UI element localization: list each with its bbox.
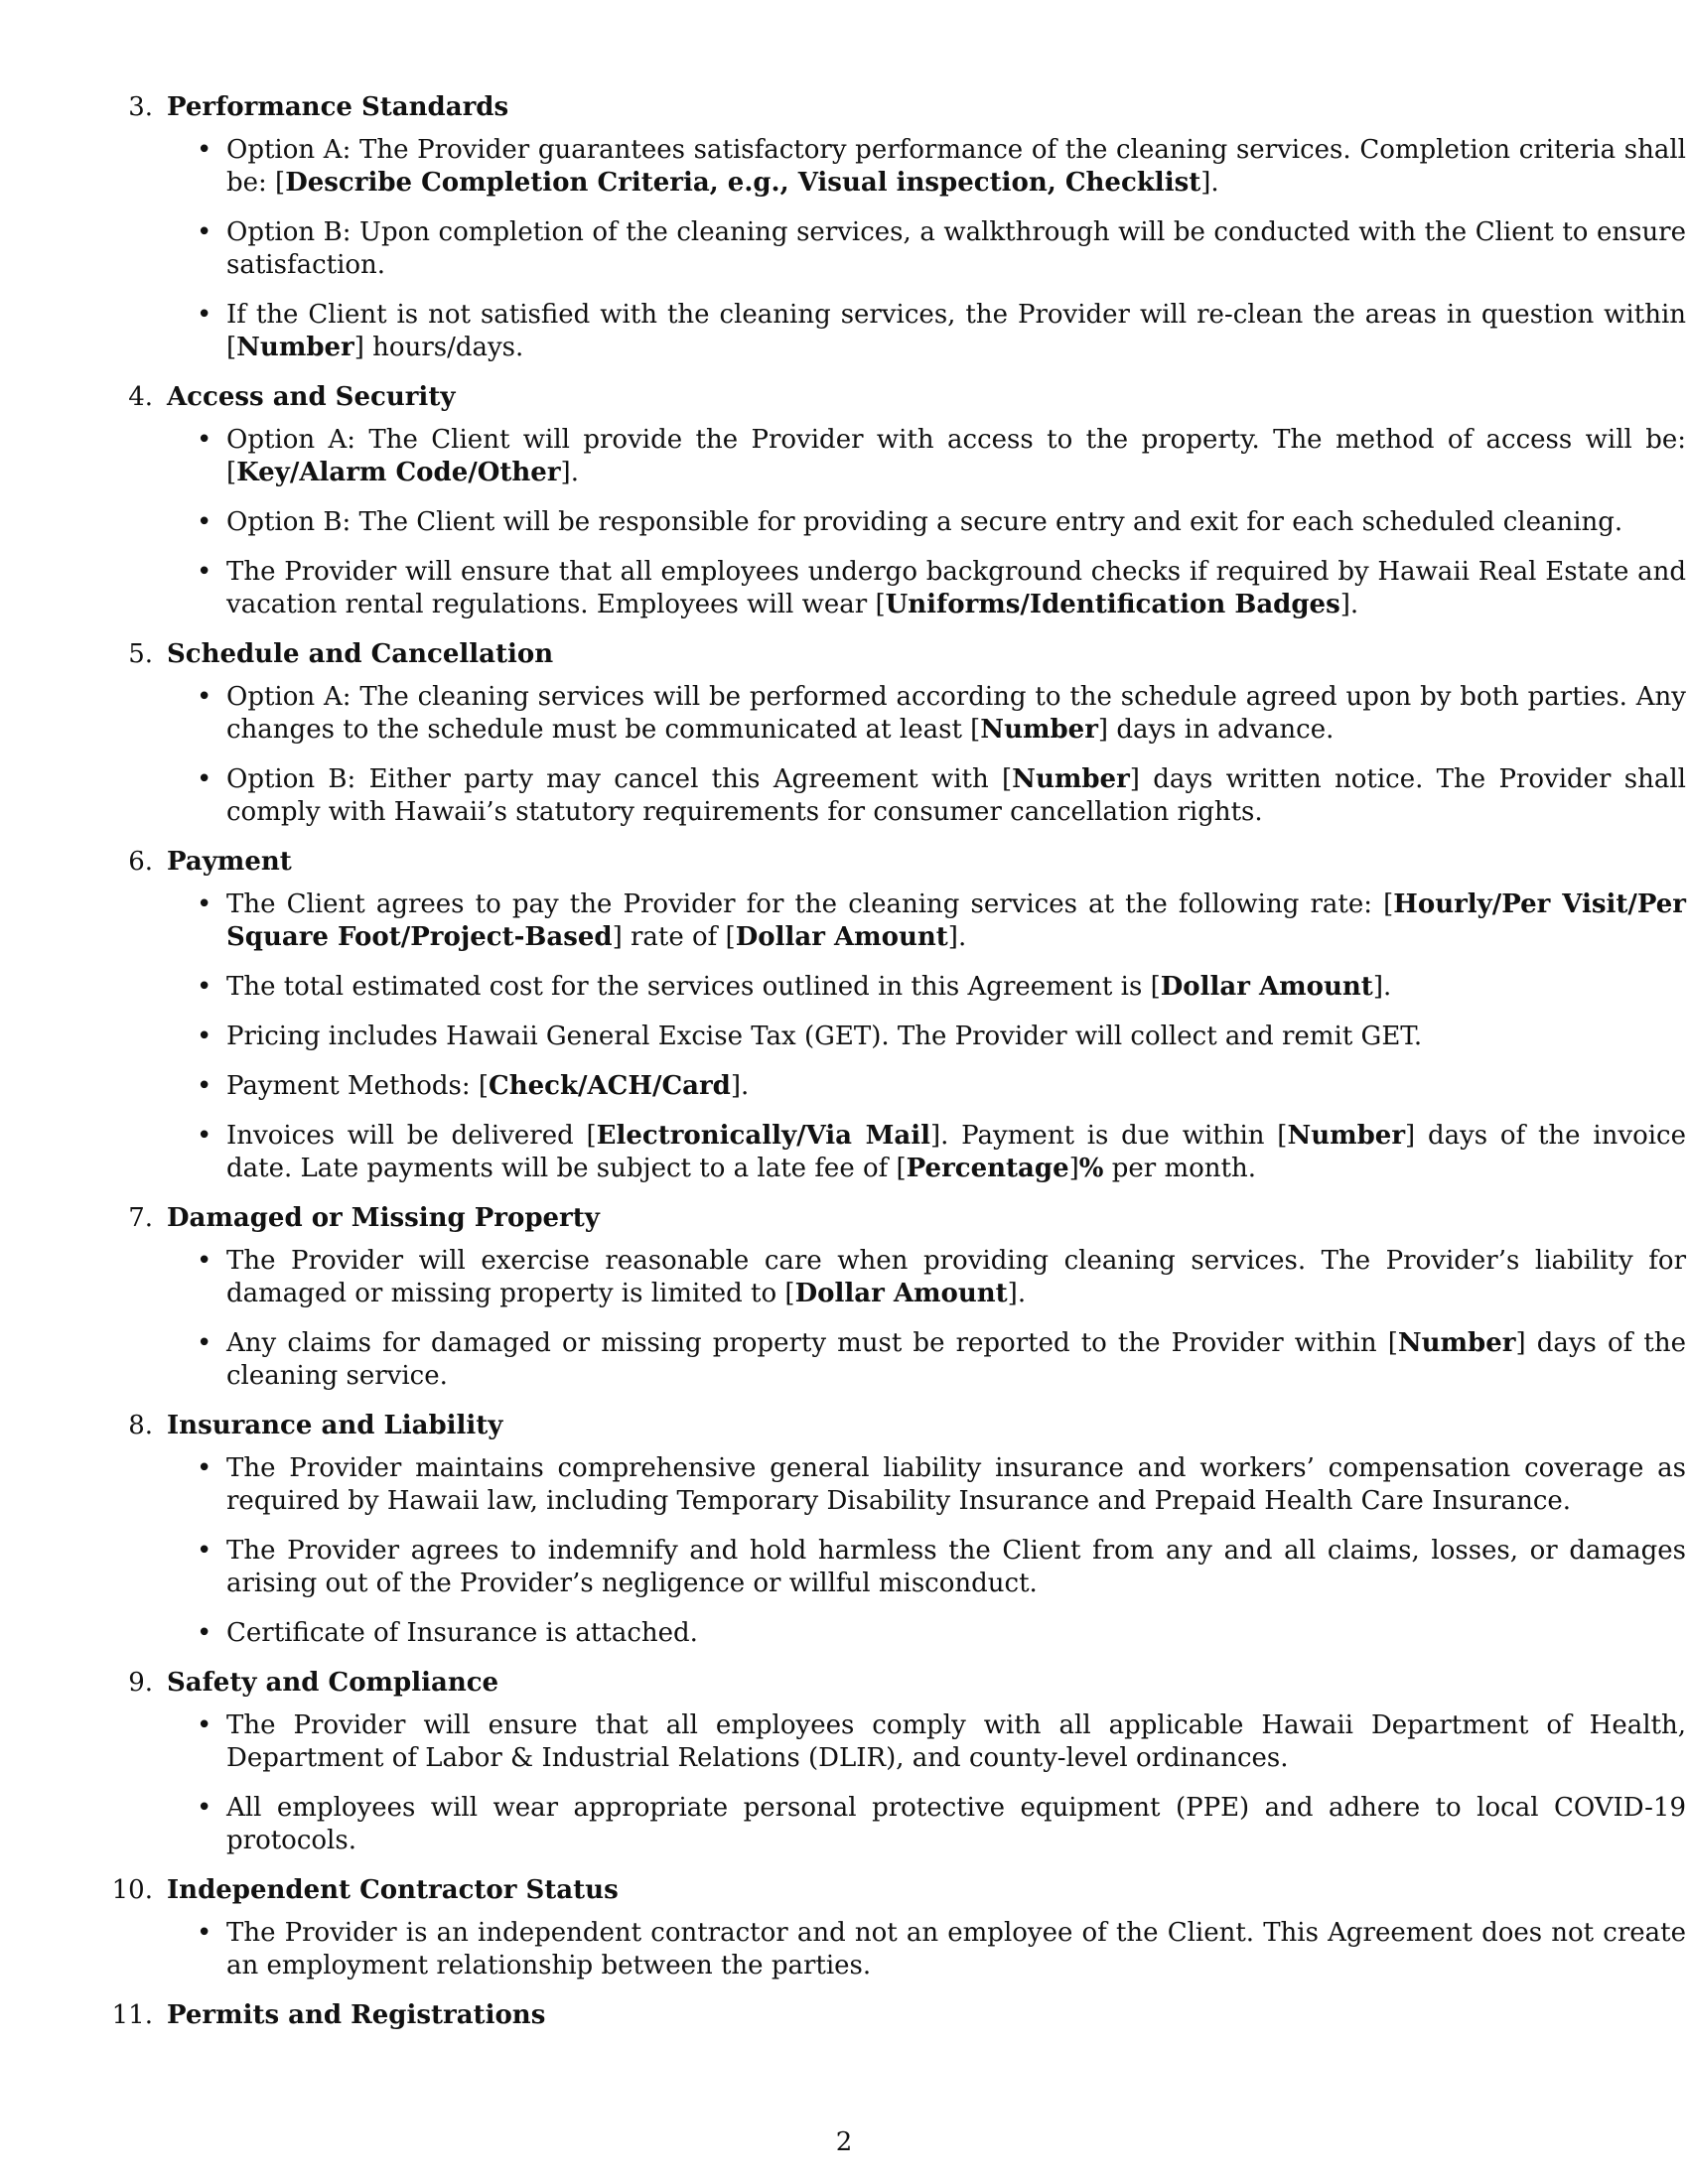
bullet-item	[167, 1709, 1686, 1775]
placeholder-field: %	[1078, 1154, 1104, 1183]
bullet-item	[167, 1535, 1686, 1600]
section-title: Damaged or Missing Property	[167, 1203, 600, 1233]
bullet-list	[167, 1452, 1688, 1650]
section-number: 11.	[111, 2000, 153, 2030]
bullet-list	[167, 134, 1688, 364]
placeholder-field: Percentage	[906, 1154, 1069, 1183]
section-heading	[128, 377, 1688, 417]
bullet-text: The Provider agrees to indemnify and hold harmless the Client from any and all claims, losses, or damages arising out of the Provider’s negligence or willful misconduct.	[226, 1536, 1686, 1598]
bullet-dot-icon: •	[197, 300, 212, 330]
section-item	[0, 1663, 1688, 1857]
section-list	[0, 87, 1688, 2048]
section-item	[0, 1406, 1688, 1650]
bullet-text: The Provider is an independent contractor and not an employee of the Client. This Agreement does not create an employment relationship between the parties.	[226, 1918, 1686, 1980]
bullet-text: ] days of the invoice date. Late payments will be subject to a late fee of [	[226, 1121, 1687, 1183]
placeholder-field: Uniforms/Identification Badges	[885, 590, 1340, 619]
bullet-dot-icon: •	[197, 1918, 212, 1948]
bullet-text: Option A: The Provider guarantees satisfactory performance of the cleaning services. Completion criteria shall be: [	[226, 135, 1686, 198]
placeholder-field: Hourly/Per Visit/Per Square Foot/Project-Based	[226, 889, 1686, 952]
bullet-text: ]. Payment is due within [	[929, 1121, 1288, 1151]
section-heading	[128, 842, 1688, 882]
bullet-dot-icon: •	[197, 1328, 212, 1358]
section-number: 7.	[128, 1203, 153, 1233]
bullet-item	[167, 1617, 1686, 1650]
bullet-dot-icon: •	[197, 972, 212, 1002]
bullet-text: The Client agrees to pay the Provider for the cleaning services at the following rate: [	[226, 889, 1394, 919]
bullet-dot-icon: •	[197, 1022, 212, 1051]
section-heading	[128, 1663, 1688, 1703]
bullet-text: ].	[947, 922, 967, 952]
section-item	[0, 842, 1688, 1185]
bullet-dot-icon: •	[197, 889, 212, 919]
section-number: 5.	[128, 639, 153, 669]
section-item	[0, 1198, 1688, 1393]
section-title: Payment	[167, 847, 292, 877]
section-heading	[111, 1870, 1688, 1910]
bullet-text: Certificate of Insurance is attached.	[226, 1618, 698, 1648]
bullet-item	[167, 1327, 1686, 1393]
bullet-item	[167, 1245, 1686, 1310]
bullet-text: Option B: Upon completion of the cleaning services, a walkthrough will be conducted with the Client to ensure satisfaction.	[226, 217, 1686, 280]
bullet-item	[167, 1792, 1686, 1857]
bullet-dot-icon: •	[197, 217, 212, 247]
section-heading	[111, 1995, 1688, 2035]
bullet-list	[167, 1917, 1688, 1982]
bullet-item	[167, 216, 1686, 282]
bullet-item	[167, 506, 1686, 539]
bullet-text: Invoices will be delivered [	[226, 1121, 597, 1151]
bullet-text: ].	[1339, 590, 1359, 619]
section-title: Access and Security	[167, 382, 456, 412]
bullet-item	[167, 1452, 1686, 1518]
bullet-text: Pricing includes Hawaii General Excise Tax (GET). The Provider will collect and remit GET.	[226, 1022, 1423, 1051]
section-item	[0, 377, 1688, 621]
bullet-text: ] hours/days.	[353, 333, 524, 362]
section-number: 9.	[128, 1668, 153, 1698]
placeholder-field: Number	[1287, 1121, 1406, 1151]
bullet-text: The Provider will exercise reasonable care when providing cleaning services. The Provider’s liability for damaged or missing property is limited to [	[226, 1246, 1686, 1308]
bullet-text: The Provider will ensure that all employees comply with all applicable Hawaii Department of Health, Department of Labor & Industrial Relations (DLIR), and county-level ordinances.	[226, 1710, 1686, 1773]
section-item	[0, 634, 1688, 829]
bullet-item	[167, 1070, 1686, 1103]
bullet-dot-icon: •	[197, 1071, 212, 1101]
placeholder-field: Check/ACH/Card	[489, 1071, 731, 1101]
section-number: 8.	[128, 1411, 153, 1440]
bullet-text: ] days of the cleaning service.	[226, 1328, 1686, 1391]
section-number: 10.	[111, 1875, 153, 1905]
bullet-text: ].	[1007, 1279, 1027, 1308]
bullet-dot-icon: •	[197, 764, 212, 794]
bullet-text: ] days written notice. The Provider shall comply with Hawaii’s statutory requirements for consumer cancellation rights.	[226, 764, 1686, 827]
bullet-text: ].	[1200, 168, 1219, 198]
bullet-dot-icon: •	[197, 1121, 212, 1151]
bullet-text: The total estimated cost for the services outlined in this Agreement is [	[226, 972, 1161, 1002]
bullet-text: If the Client is not satisfied with the cleaning services, the Provider will re-clean the areas in question within [	[226, 300, 1686, 362]
bullet-text: ].	[1372, 972, 1392, 1002]
bullet-text: All employees will wear appropriate personal protective equipment (PPE) and adhere to local COVID-19 protocols.	[226, 1793, 1686, 1855]
bullet-text: per month.	[1103, 1154, 1256, 1183]
bullet-text: Option B: Either party may cancel this Agreement with [	[226, 764, 1013, 794]
bullet-text: Option A: The Client will provide the Provider with access to the property. The method of access will be: [	[226, 425, 1686, 487]
section-title: Schedule and Cancellation	[167, 639, 554, 669]
bullet-list	[167, 888, 1688, 1185]
bullet-dot-icon: •	[197, 1710, 212, 1740]
bullet-list	[167, 681, 1688, 829]
bullet-text: ].	[560, 458, 579, 487]
bullet-text: The Provider maintains comprehensive general liability insurance and workers’ compensation coverage as required by Hawaii law, including Temporary Disability Insurance and Prepaid Health Care Insurance.	[226, 1453, 1686, 1516]
bullet-item	[167, 1021, 1686, 1053]
section-item	[0, 1995, 1688, 2035]
bullet-item	[167, 556, 1686, 621]
section-heading	[128, 1406, 1688, 1445]
section-title: Insurance and Liability	[167, 1411, 503, 1440]
section-title: Independent Contractor Status	[167, 1875, 619, 1905]
placeholder-field: Number	[1397, 1328, 1516, 1358]
bullet-item	[167, 681, 1686, 747]
section-title: Performance Standards	[167, 92, 509, 122]
bullet-text: ]	[1068, 1154, 1079, 1183]
bullet-item	[167, 424, 1686, 489]
bullet-dot-icon: •	[197, 507, 212, 537]
bullet-item	[167, 763, 1686, 829]
bullet-text: Any claims for damaged or missing property must be reported to the Provider within [	[226, 1328, 1398, 1358]
placeholder-field: Dollar Amount	[735, 922, 948, 952]
bullet-dot-icon: •	[197, 425, 212, 455]
bullet-dot-icon: •	[197, 1618, 212, 1648]
section-heading	[128, 634, 1688, 674]
bullet-dot-icon: •	[197, 1453, 212, 1483]
bullet-dot-icon: •	[197, 557, 212, 587]
bullet-item	[167, 1120, 1686, 1185]
placeholder-field: Number	[1012, 764, 1130, 794]
bullet-text: Payment Methods: [	[226, 1071, 490, 1101]
placeholder-field: Number	[980, 715, 1098, 745]
section-number: 4.	[128, 382, 153, 412]
bullet-item	[167, 134, 1686, 200]
section-heading	[128, 1198, 1688, 1238]
bullet-text: ] days in advance.	[1097, 715, 1335, 745]
placeholder-field: Number	[236, 333, 354, 362]
section-number: 3.	[128, 92, 153, 122]
placeholder-field: Dollar Amount	[794, 1279, 1008, 1308]
section-title: Permits and Registrations	[167, 2000, 546, 2030]
bullet-text: ] rate of [	[612, 922, 736, 952]
bullet-item	[167, 1917, 1686, 1982]
bullet-list	[167, 424, 1688, 621]
section-number: 6.	[128, 847, 153, 877]
section-item	[0, 87, 1688, 364]
bullet-text: The Provider will ensure that all employees undergo background checks if required by Hawaii Real Estate and vacation rental regulations. Employees will wear [	[226, 557, 1686, 619]
bullet-item	[167, 888, 1686, 954]
bullet-item	[167, 971, 1686, 1004]
bullet-dot-icon: •	[197, 1536, 212, 1566]
bullet-item	[167, 299, 1686, 364]
section-item	[0, 1870, 1688, 1982]
bullet-list	[167, 1709, 1688, 1857]
placeholder-field: Dollar Amount	[1160, 972, 1373, 1002]
bullet-dot-icon: •	[197, 135, 212, 165]
bullet-dot-icon: •	[197, 1793, 212, 1823]
section-title: Safety and Compliance	[167, 1668, 499, 1698]
section-heading	[128, 87, 1688, 127]
page-number: 2	[835, 2127, 853, 2157]
bullet-list	[167, 1245, 1688, 1393]
placeholder-field: Describe Completion Criteria, e.g., Visual inspection, Checklist	[285, 168, 1201, 198]
bullet-dot-icon: •	[197, 1246, 212, 1276]
bullet-text: Option A: The cleaning services will be performed according to the schedule agreed upon by both parties. Any changes to the schedule must be communicated at least [	[226, 682, 1686, 745]
placeholder-field: Key/Alarm Code/Other	[236, 458, 561, 487]
bullet-text: Option B: The Client will be responsible for providing a secure entry and exit for each scheduled cleaning.	[226, 507, 1623, 537]
bullet-dot-icon: •	[197, 682, 212, 712]
placeholder-field: Electronically/Via Mail	[596, 1121, 930, 1151]
bullet-text: ].	[730, 1071, 750, 1101]
